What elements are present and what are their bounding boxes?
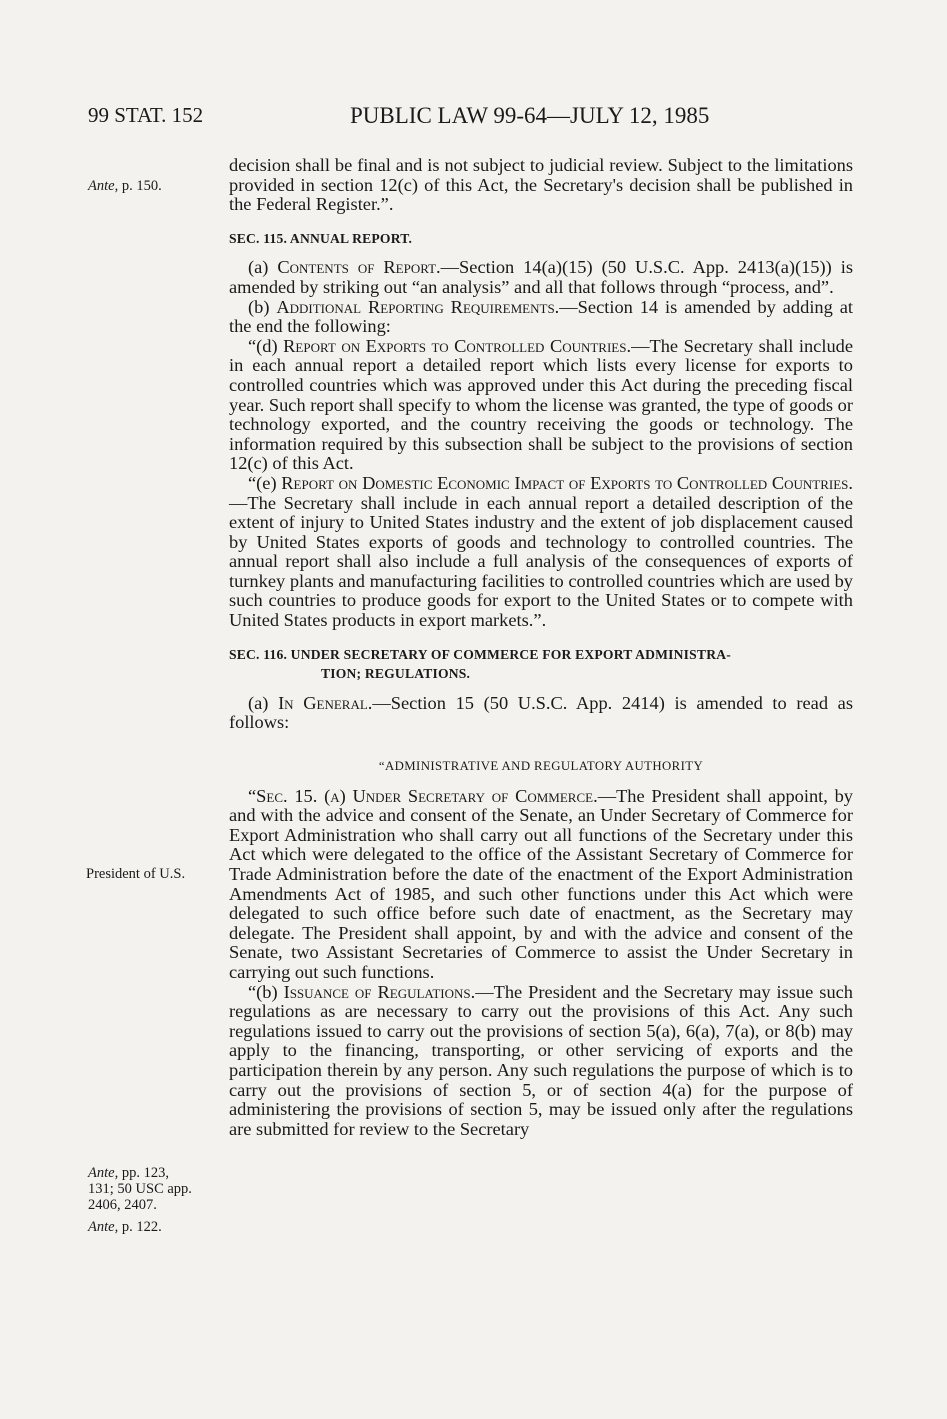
subsection-heading: In General. [278,692,373,713]
paragraph-116-a [229,694,853,733]
subsection-heading: Report on Domestic Economic Impact of Exports to Controlled Countries. [281,472,853,493]
subsection-text: —Section 15 (50 U.S.C. App. 2414) is amended to read as follows: [229,692,853,733]
subsection-heading: Under Secretary of Commerce. [352,785,598,806]
subsection-heading: Contents of Report. [277,257,441,278]
paragraph-14-d [229,337,853,474]
body-text [229,156,853,1139]
paragraph-15-b [229,983,853,1140]
margin-note-ante-word: Ante, [88,1165,119,1181]
margin-note-page: p. 150. [118,178,162,194]
margin-note-usc: 131; 50 USC app. [88,1181,192,1197]
subsection-heading: Additional Reporting Requirements. [276,296,560,317]
margin-note-ante-word: Ante, [88,178,119,194]
margin-note-page: p. 122. [118,1219,162,1235]
subsection-label: “(e) [248,472,282,493]
margin-note-ante-123 [88,1165,192,1213]
running-head-title: PUBLIC LAW 99-64—JULY 12, 1985 [350,103,710,128]
paragraph-115-a [229,258,853,297]
paragraph-15-a [229,787,853,983]
margin-note-ante-word: Ante, [88,1219,119,1235]
subsection-text: —The President and the Secretary may issue such regulations as are necessary to carry out the provisions of this Act. Any such regulations issued to carry out the provisions of section 5(a), 6(a), 7(a), or 8(b) may apply to the financing, transporting, or other servicing of exports and the participation therein by any person. Any such regulations the purpose of which is to carry out the provisions of section 5, or of section 4(a) for the purpose of administering the provisions of section 5, may be issued only after the regulations are submitted for review to the Secretary [229,981,853,1139]
subsection-label: “(b) [248,981,284,1002]
paragraph-115-b [229,298,853,337]
subsection-heading: Report on Exports to Controlled Countries. [283,335,632,356]
subsection-text: —Section 14(a)(15) (50 U.S.C. App. 2413(a)(15)) is amended by striking out “an analysis” and all that follows through “process, and”. [229,257,853,297]
margin-note-president: President of U.S. [86,866,186,882]
section-116-heading [229,645,853,684]
subsection-heading: Issuance of Regulations. [283,981,476,1002]
margin-note-sections: 2406, 2407. [88,1197,157,1213]
section-116-heading-line2: TION; REGULATIONS. [321,666,471,682]
paragraph-judicial-review: decision shall be final and is not subject to judicial review. Subject to the limitations provided in section 12(c) of this Act, the Secretary's decision shall be published in the Federal Register.”. [229,155,853,215]
margin-note-pages: pp. 123, [118,1165,169,1181]
section-116-heading-line1: SEC. 116. UNDER SECRETARY OF COMMERCE FOR EXPORT ADMINISTRA- [229,646,731,662]
subsection-text: —The Secretary shall include in each annual report a detailed report which lists every license for exports to controlled countries which was approved under this Act during the preceding fiscal year. Such report shall specify to whom the license was granted, the type of goods or technology exported, and the country receiving the goods or technology. The information required by this subsection shall be subject to the provisions of section 12(c) of this Act. [229,335,853,474]
subsection-label: “(d) [248,335,284,356]
subsection-label: (b) [248,296,277,317]
subsection-label: “Sec. 15. (a) [248,785,353,806]
statute-page-number: 99 STAT. 152 [88,103,204,127]
subsection-label: (a) [248,692,279,713]
margin-note-ante-150 [88,178,162,194]
subsection-label: (a) [248,257,278,278]
authority-heading: “ADMINISTRATIVE AND REGULATORY AUTHORITY [378,759,704,774]
paragraph-14-e [229,474,853,631]
subsection-text: —Section 14 is amended by adding at the end the following: [229,296,853,337]
section-115-heading: SEC. 115. ANNUAL REPORT. [229,230,413,246]
subsection-text: —The President shall appoint, by and with the advice and consent of the Senate, an Under Secretary of Commerce for Export Administration who shall carry out all functions of the Secretary under this Act which were delegated to the office of the Assistant Secretary of Commerce for Trade Administration before the date of the enactment of the Export Administration Amendments Act of 1985, and such other functions under this Act which were delegated to such office before such date of enactment, as the Secretary may delegate. The President shall appoint, by and with the advice and consent of the Senate, two Assistant Secretaries of Commerce to assist the Under Secretary in carrying out such functions. [229,785,853,982]
subsection-text: —The Secretary shall include in each annual report a detailed description of the extent of injury to United States industry and the extent of job displacement caused by United States exports of goods and technology to controlled countries. The annual report shall also include a full analysis of the consequences of exports of turnkey plants and manufacturing facilities to controlled countries which are used by such countries to produce goods for export to the United States or to compete with United States products in export markets.”. [229,492,853,631]
margin-note-ante-122 [88,1219,162,1235]
